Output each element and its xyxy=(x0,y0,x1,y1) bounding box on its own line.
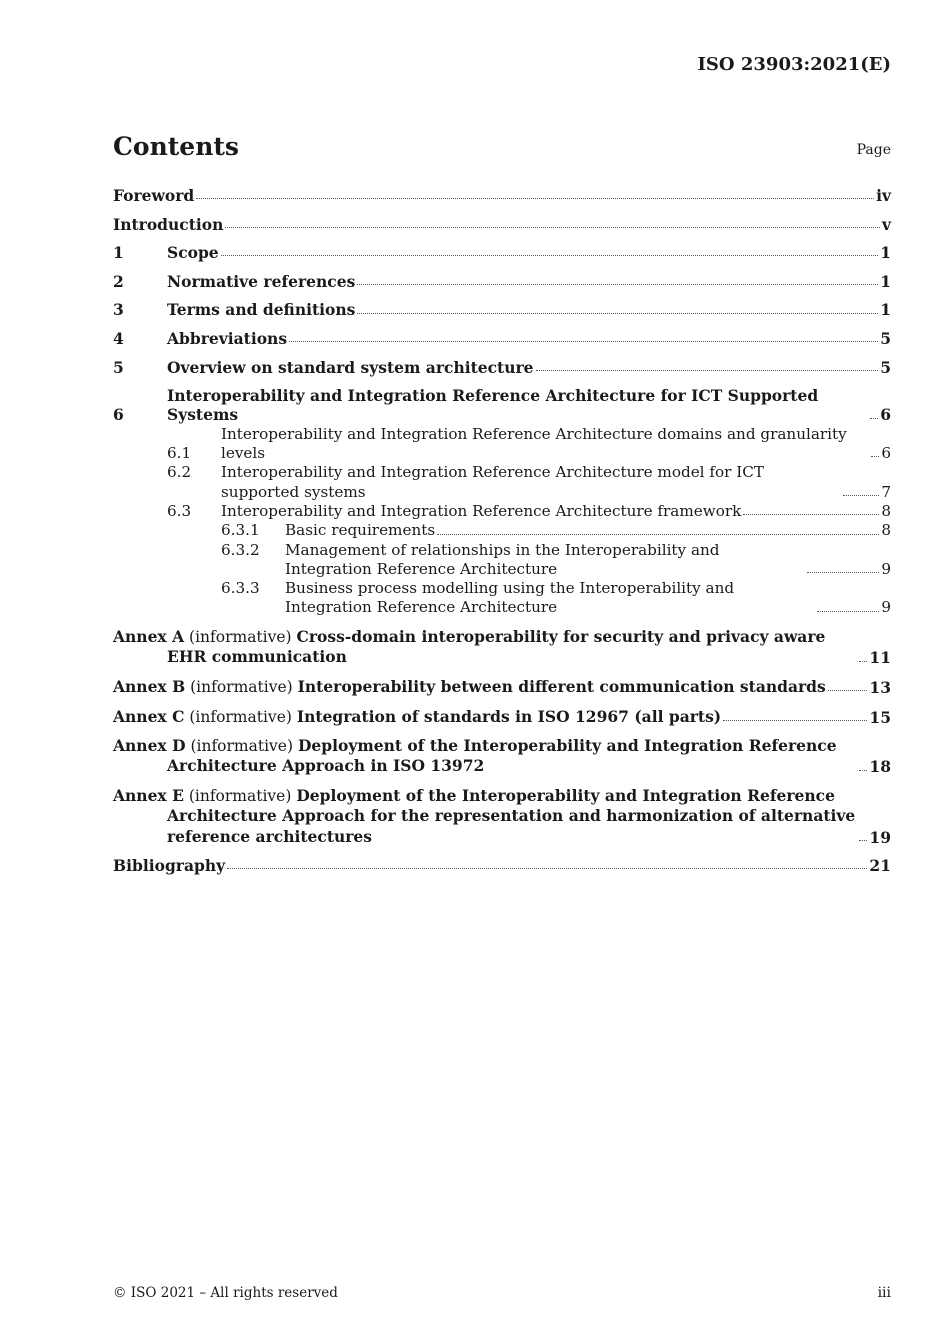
toc-entry-text xyxy=(113,786,857,847)
annex-label: Annex B xyxy=(113,676,186,696)
toc-entry-introduction[interactable] xyxy=(113,215,891,234)
toc-entry-text: Bibliography xyxy=(113,856,226,876)
annex-kind: (informative) xyxy=(189,707,292,726)
toc-entry-annex-a[interactable] xyxy=(113,627,891,668)
annex-label: Annex D xyxy=(113,736,186,756)
copyright-notice: © ISO 2021 – All rights reserved xyxy=(113,1285,338,1301)
dot-leader xyxy=(859,769,867,771)
dot-leader xyxy=(227,867,867,869)
toc-page-number: 7 xyxy=(881,482,891,501)
toc-entry-number: 6.3 xyxy=(167,501,192,520)
dot-leader xyxy=(871,455,879,457)
toc-entry-normative-references[interactable] xyxy=(113,272,891,291)
dot-leader xyxy=(536,369,879,371)
page-column-label: Page xyxy=(856,142,891,158)
toc-page-number: 1 xyxy=(880,300,891,320)
toc-entry-text: Basic requirements xyxy=(285,521,436,540)
toc-entry-text: Interoperability and Integration Reference Architecture framework xyxy=(221,501,742,520)
toc-page-number: 19 xyxy=(869,827,891,847)
annex-kind: (informative) xyxy=(189,628,292,647)
toc-page-number: 18 xyxy=(869,757,891,777)
document-id: ISO 23903:2021(E) xyxy=(697,54,891,75)
toc-entry-text: Scope xyxy=(167,243,219,263)
toc-entry-bibliography[interactable] xyxy=(113,856,891,875)
toc-entry-overview[interactable] xyxy=(113,358,891,377)
dot-leader xyxy=(221,254,879,256)
toc-page-number: 8 xyxy=(881,501,891,520)
annex-label: Annex C xyxy=(113,706,185,726)
toc-entry-scope[interactable] xyxy=(113,243,891,262)
toc-entry-number: 6.3.3 xyxy=(221,579,260,598)
toc-entry-text: Business process modelling using the Interoperability and Integration Reference Architecture xyxy=(285,579,735,617)
toc-page-number: 5 xyxy=(880,357,891,377)
dot-leader xyxy=(817,610,879,612)
toc-entry-section-6-3-1[interactable] xyxy=(113,521,891,540)
dot-leader xyxy=(807,571,879,573)
dot-leader xyxy=(828,689,868,691)
contents-heading xyxy=(113,131,891,165)
annex-label: Annex E xyxy=(113,785,184,805)
toc-entry-number: 2 xyxy=(113,271,124,291)
toc-entry-text: Interoperability and Integration Reference Architecture model for ICT supported systems xyxy=(221,463,764,501)
toc-entry-text xyxy=(113,627,857,668)
toc-page-number: 1 xyxy=(880,271,891,291)
dot-leader xyxy=(437,533,879,535)
toc-page-number: 15 xyxy=(869,707,891,727)
toc-entry-annex-c[interactable] xyxy=(113,707,891,727)
toc-entry-text: Terms and definitions xyxy=(167,300,356,320)
dot-leader xyxy=(859,660,867,662)
toc-entry-text xyxy=(113,707,721,727)
annex-title: Cross-domain interoperability for security and privacy aware EHR communication xyxy=(167,627,826,667)
toc-entry-number: 6.3.1 xyxy=(221,521,260,540)
annex-title: Deployment of the Interoperability and Integration Reference Architecture Approach in ISO 13972 xyxy=(167,736,837,776)
toc-entry-annex-d[interactable] xyxy=(113,736,891,777)
toc-entry-text: Normative references xyxy=(167,271,356,291)
toc-entry-foreword[interactable] xyxy=(113,186,891,205)
toc-page-number: 6 xyxy=(881,444,891,463)
toc-entry-number: 6 xyxy=(113,405,124,425)
dot-leader xyxy=(225,226,880,228)
toc-page-number: 8 xyxy=(881,521,891,540)
dot-leader xyxy=(723,719,867,721)
toc-entry-number: 6.1 xyxy=(167,444,192,463)
toc-entry-section-6-3-3[interactable] xyxy=(113,579,891,618)
annex-kind: (informative) xyxy=(190,737,294,756)
toc-entry-text xyxy=(113,736,857,777)
toc-entry-number: 3 xyxy=(113,300,124,320)
toc-entry-section-6-3[interactable] xyxy=(113,502,891,521)
page-number: iii xyxy=(877,1285,891,1301)
toc-page-number: 11 xyxy=(869,648,891,668)
toc-entry-section-6-3-2[interactable] xyxy=(113,541,891,580)
dot-leader xyxy=(196,197,874,199)
toc-entry-abbreviations[interactable] xyxy=(113,329,891,348)
annex-title: Deployment of the Interoperability and Integration Reference Architecture Approach for the representation and harmonization of alternative reference architectures xyxy=(167,785,856,846)
toc-page-number: iv xyxy=(876,186,891,205)
dot-leader xyxy=(289,340,878,342)
toc-page-number: 1 xyxy=(880,243,891,263)
toc-page-number: 6 xyxy=(880,405,891,425)
toc-entry-number: 4 xyxy=(113,328,124,348)
toc-entry-annex-b[interactable] xyxy=(113,677,891,697)
toc-entry-annex-e[interactable] xyxy=(113,786,891,847)
annex-kind: (informative) xyxy=(190,677,293,696)
toc-entry-text: Introduction xyxy=(113,214,224,234)
toc-entry-text: Overview on standard system architecture xyxy=(167,357,534,377)
annex-kind: (informative) xyxy=(188,786,292,805)
toc-page-number: 9 xyxy=(881,598,891,617)
toc-entry-text xyxy=(113,677,826,697)
dot-leader xyxy=(859,839,867,841)
toc-entry-number: 5 xyxy=(113,357,124,377)
toc-page-number: 5 xyxy=(880,328,891,348)
dot-leader xyxy=(870,417,878,419)
dot-leader xyxy=(743,513,879,515)
toc-entry-number: 1 xyxy=(113,243,124,263)
annex-title: Integration of standards in ISO 12967 (all parts) xyxy=(296,706,722,726)
toc-entry-text: Interoperability and Integration Reference Architecture domains and granularity levels xyxy=(221,424,847,463)
toc-page-number: 13 xyxy=(869,677,891,697)
toc-entry-text: Abbreviations xyxy=(167,328,288,348)
toc-entry-section-6[interactable] xyxy=(113,386,891,425)
dot-leader xyxy=(357,312,878,314)
toc-page-number: 21 xyxy=(869,856,891,876)
toc-entry-text: Interoperability and Integration Reference Architecture for ICT Supported Systems xyxy=(167,386,819,425)
toc-entry-text: Foreword xyxy=(113,186,195,205)
toc-entry-terms-and-definitions[interactable] xyxy=(113,300,891,319)
toc-page-number: 9 xyxy=(881,559,891,578)
toc-entry-section-6-1[interactable] xyxy=(113,425,891,464)
table-of-contents xyxy=(113,186,891,875)
dot-leader xyxy=(843,494,879,496)
dot-leader xyxy=(357,283,878,285)
annex-label: Annex A xyxy=(113,627,185,647)
toc-entry-section-6-2[interactable] xyxy=(113,463,891,502)
toc-entry-text: Management of relationships in the Interoperability and Integration Reference Architecture xyxy=(285,540,720,578)
toc-entry-number: 6.2 xyxy=(167,463,192,482)
annex-title: Interoperability between different communication standards xyxy=(297,676,826,696)
page-title: Contents xyxy=(113,132,240,161)
toc-page-number: v xyxy=(881,214,891,234)
toc-entry-number: 6.3.2 xyxy=(221,540,260,559)
